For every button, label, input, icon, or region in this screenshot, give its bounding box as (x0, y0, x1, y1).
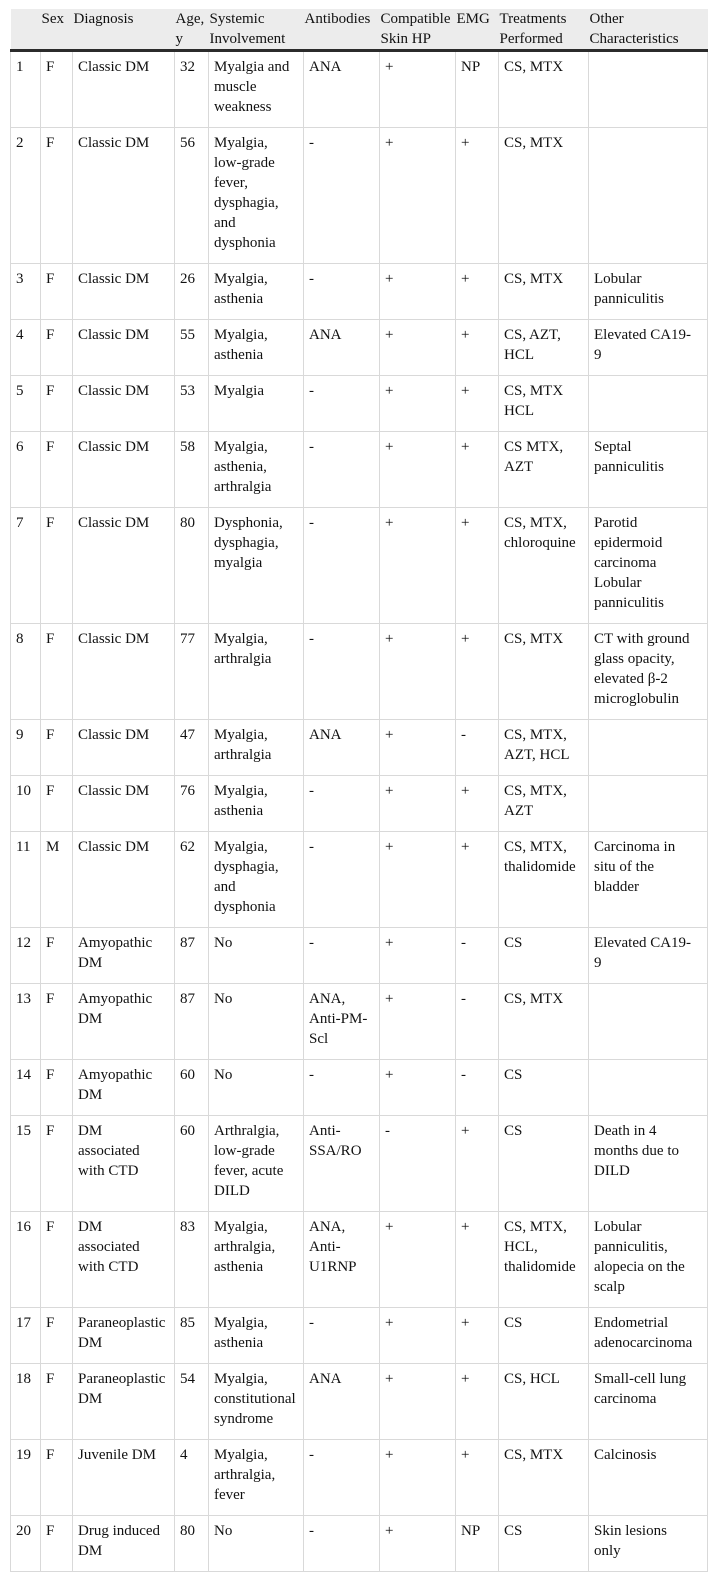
cell-age: 87 (175, 928, 209, 984)
cell-age: 55 (175, 320, 209, 376)
cell-antibodies: - (304, 264, 380, 320)
cell-sex: F (41, 320, 73, 376)
table-row (11, 1212, 708, 1308)
cell-number: 15 (11, 1116, 41, 1212)
cell-emg: NP (456, 1516, 499, 1572)
cell-antibodies: ANA, Anti- U1RNP (304, 1212, 380, 1308)
cell-age: 32 (175, 51, 209, 128)
cell-age: 85 (175, 1308, 209, 1364)
cell-antibodies: - (304, 1308, 380, 1364)
cell-sex: F (41, 128, 73, 264)
cell-treatments: CS (499, 1308, 589, 1364)
cell-systemic-involvement: No (209, 1516, 304, 1572)
cell-diagnosis: Classic DM (73, 720, 175, 776)
cell-emg: + (456, 1308, 499, 1364)
col-header-antibodies: Antibodies (304, 9, 380, 51)
cell-other-characteristics (589, 128, 708, 264)
cell-emg: NP (456, 51, 499, 128)
table-row (11, 264, 708, 320)
cell-antibodies: - (304, 832, 380, 928)
cell-antibodies: - (304, 624, 380, 720)
cell-age: 60 (175, 1060, 209, 1116)
cell-other-characteristics: Parotid epidermoid carcinoma Lobular panniculitis (589, 508, 708, 624)
cell-treatments: CS, MTX (499, 984, 589, 1060)
cell-diagnosis: Classic DM (73, 51, 175, 128)
col-header-age: Age, y (175, 9, 209, 51)
table-row (11, 1364, 708, 1440)
cell-age: 47 (175, 720, 209, 776)
cell-treatments: CS, MTX (499, 51, 589, 128)
cell-number: 7 (11, 508, 41, 624)
cell-treatments: CS (499, 928, 589, 984)
table-row (11, 1440, 708, 1516)
cell-other-characteristics: Lobular panniculitis, alopecia on the scalp (589, 1212, 708, 1308)
cell-sex: M (41, 832, 73, 928)
cell-age: 80 (175, 1516, 209, 1572)
table-row (11, 1060, 708, 1116)
cell-sex: F (41, 624, 73, 720)
patient-table (10, 9, 708, 1572)
col-header-other: Other Characteristics (589, 9, 708, 51)
cell-skin-hp: + (380, 984, 456, 1060)
cell-diagnosis: Classic DM (73, 320, 175, 376)
cell-number: 2 (11, 128, 41, 264)
cell-number: 1 (11, 51, 41, 128)
cell-diagnosis: Paraneoplastic DM (73, 1308, 175, 1364)
cell-emg: + (456, 264, 499, 320)
cell-diagnosis: Amyopathic DM (73, 928, 175, 984)
cell-diagnosis: Amyopathic DM (73, 984, 175, 1060)
cell-emg: + (456, 128, 499, 264)
table-row (11, 720, 708, 776)
cell-other-characteristics: Carcinoma in situ of the bladder (589, 832, 708, 928)
cell-antibodies: ANA, Anti-PM- Scl (304, 984, 380, 1060)
cell-other-characteristics: Calcinosis (589, 1440, 708, 1516)
cell-age: 87 (175, 984, 209, 1060)
cell-systemic-involvement: Myalgia, constitutional syndrome (209, 1364, 304, 1440)
table-row (11, 928, 708, 984)
cell-other-characteristics: Septal panniculitis (589, 432, 708, 508)
cell-emg: - (456, 928, 499, 984)
cell-antibodies: - (304, 432, 380, 508)
cell-number: 5 (11, 376, 41, 432)
cell-emg: + (456, 624, 499, 720)
cell-number: 17 (11, 1308, 41, 1364)
table-row (11, 508, 708, 624)
cell-sex: F (41, 264, 73, 320)
table-row (11, 320, 708, 376)
cell-skin-hp: + (380, 928, 456, 984)
cell-skin-hp: + (380, 1212, 456, 1308)
cell-skin-hp: + (380, 720, 456, 776)
cell-antibodies: - (304, 1440, 380, 1516)
cell-age: 60 (175, 1116, 209, 1212)
cell-other-characteristics: Skin lesions only (589, 1516, 708, 1572)
cell-diagnosis: Classic DM (73, 832, 175, 928)
cell-emg: + (456, 832, 499, 928)
cell-sex: F (41, 1516, 73, 1572)
cell-number: 14 (11, 1060, 41, 1116)
cell-antibodies: ANA (304, 51, 380, 128)
cell-number: 16 (11, 1212, 41, 1308)
cell-antibodies: - (304, 1516, 380, 1572)
cell-sex: F (41, 376, 73, 432)
cell-diagnosis: Classic DM (73, 264, 175, 320)
cell-skin-hp: + (380, 508, 456, 624)
cell-skin-hp: + (380, 264, 456, 320)
cell-treatments: CS (499, 1060, 589, 1116)
cell-antibodies: ANA (304, 320, 380, 376)
table-row (11, 1308, 708, 1364)
cell-systemic-involvement: Arthralgia, low-grade fever, acute DILD (209, 1116, 304, 1212)
cell-antibodies: - (304, 928, 380, 984)
cell-treatments: CS (499, 1116, 589, 1212)
cell-other-characteristics (589, 1060, 708, 1116)
cell-emg: - (456, 1060, 499, 1116)
cell-skin-hp: + (380, 776, 456, 832)
cell-diagnosis: Classic DM (73, 624, 175, 720)
cell-other-characteristics: Endometrial adenocarcinoma (589, 1308, 708, 1364)
cell-other-characteristics: Lobular panniculitis (589, 264, 708, 320)
cell-diagnosis: Classic DM (73, 432, 175, 508)
cell-systemic-involvement: Myalgia, low-grade fever, dysphagia, and dysphonia (209, 128, 304, 264)
cell-diagnosis: Classic DM (73, 376, 175, 432)
cell-antibodies: - (304, 376, 380, 432)
cell-skin-hp: + (380, 376, 456, 432)
cell-skin-hp: - (380, 1116, 456, 1212)
cell-skin-hp: + (380, 1308, 456, 1364)
cell-skin-hp: + (380, 320, 456, 376)
cell-emg: + (456, 1116, 499, 1212)
cell-sex: F (41, 1308, 73, 1364)
cell-treatments: CS, AZT, HCL (499, 320, 589, 376)
cell-systemic-involvement: Myalgia, arthralgia, fever (209, 1440, 304, 1516)
cell-systemic-involvement: Myalgia, asthenia (209, 776, 304, 832)
table-row (11, 432, 708, 508)
cell-treatments: CS, HCL (499, 1364, 589, 1440)
cell-other-characteristics (589, 984, 708, 1060)
cell-emg: + (456, 376, 499, 432)
cell-emg: - (456, 984, 499, 1060)
cell-number: 12 (11, 928, 41, 984)
cell-systemic-involvement: Myalgia, asthenia (209, 264, 304, 320)
cell-number: 13 (11, 984, 41, 1060)
cell-treatments: CS, MTX, AZT (499, 776, 589, 832)
cell-skin-hp: + (380, 624, 456, 720)
cell-systemic-involvement: No (209, 928, 304, 984)
cell-number: 19 (11, 1440, 41, 1516)
cell-emg: + (456, 1212, 499, 1308)
cell-sex: F (41, 1060, 73, 1116)
col-header-systemic: Systemic Involvement (209, 9, 304, 51)
cell-sex: F (41, 776, 73, 832)
table-row (11, 832, 708, 928)
cell-emg: + (456, 776, 499, 832)
cell-emg: + (456, 432, 499, 508)
cell-systemic-involvement: No (209, 984, 304, 1060)
cell-treatments: CS, MTX (499, 128, 589, 264)
cell-age: 77 (175, 624, 209, 720)
cell-age: 83 (175, 1212, 209, 1308)
cell-diagnosis: Classic DM (73, 776, 175, 832)
cell-treatments: CS, MTX (499, 264, 589, 320)
cell-antibodies: ANA (304, 1364, 380, 1440)
cell-age: 4 (175, 1440, 209, 1516)
cell-age: 26 (175, 264, 209, 320)
table-row (11, 624, 708, 720)
cell-emg: + (456, 1364, 499, 1440)
cell-skin-hp: + (380, 1060, 456, 1116)
cell-number: 11 (11, 832, 41, 928)
cell-treatments: CS, MTX, thalidomide (499, 832, 589, 928)
cell-age: 56 (175, 128, 209, 264)
cell-treatments: CS, MTX (499, 1440, 589, 1516)
cell-skin-hp: + (380, 1516, 456, 1572)
table-row (11, 1516, 708, 1572)
cell-sex: F (41, 1440, 73, 1516)
cell-age: 53 (175, 376, 209, 432)
cell-skin-hp: + (380, 832, 456, 928)
cell-antibodies: - (304, 1060, 380, 1116)
cell-diagnosis: Juvenile DM (73, 1440, 175, 1516)
table-body (11, 51, 708, 1572)
cell-diagnosis: Classic DM (73, 128, 175, 264)
cell-diagnosis: Drug induced DM (73, 1516, 175, 1572)
cell-number: 10 (11, 776, 41, 832)
cell-number: 8 (11, 624, 41, 720)
cell-diagnosis: Paraneoplastic DM (73, 1364, 175, 1440)
cell-number: 4 (11, 320, 41, 376)
cell-sex: F (41, 1116, 73, 1212)
table-row (11, 128, 708, 264)
cell-skin-hp: + (380, 1440, 456, 1516)
cell-emg: - (456, 720, 499, 776)
table-container (10, 9, 707, 1572)
cell-other-characteristics: Elevated CA19- 9 (589, 320, 708, 376)
cell-treatments: CS, MTX HCL (499, 376, 589, 432)
cell-other-characteristics (589, 51, 708, 128)
col-header-skin-hp: Compatible Skin HP (380, 9, 456, 51)
cell-other-characteristics: Small-cell lung carcinoma (589, 1364, 708, 1440)
cell-diagnosis: DM associated with CTD (73, 1116, 175, 1212)
cell-other-characteristics: CT with ground glass opacity, elevated β-2 microglobulin (589, 624, 708, 720)
cell-other-characteristics: Death in 4 months due to DILD (589, 1116, 708, 1212)
cell-systemic-involvement: Myalgia, arthralgia, asthenia (209, 1212, 304, 1308)
cell-sex: F (41, 720, 73, 776)
table-row (11, 51, 708, 128)
cell-age: 58 (175, 432, 209, 508)
cell-sex: F (41, 984, 73, 1060)
cell-sex: F (41, 508, 73, 624)
cell-systemic-involvement: No (209, 1060, 304, 1116)
table-row (11, 776, 708, 832)
cell-emg: + (456, 1440, 499, 1516)
cell-treatments: CS, MTX, AZT, HCL (499, 720, 589, 776)
cell-number: 18 (11, 1364, 41, 1440)
cell-antibodies: ANA (304, 720, 380, 776)
cell-systemic-involvement: Myalgia and muscle weakness (209, 51, 304, 128)
col-header-emg: EMG (456, 9, 499, 51)
cell-number: 6 (11, 432, 41, 508)
cell-systemic-involvement: Myalgia, arthralgia (209, 624, 304, 720)
cell-other-characteristics: Elevated CA19- 9 (589, 928, 708, 984)
col-header-diagnosis: Diagnosis (73, 9, 175, 51)
cell-systemic-involvement: Dysphonia, dysphagia, myalgia (209, 508, 304, 624)
cell-systemic-involvement: Myalgia (209, 376, 304, 432)
cell-systemic-involvement: Myalgia, arthralgia (209, 720, 304, 776)
cell-systemic-involvement: Myalgia, asthenia (209, 320, 304, 376)
cell-skin-hp: + (380, 432, 456, 508)
cell-systemic-involvement: Myalgia, asthenia (209, 1308, 304, 1364)
cell-diagnosis: Classic DM (73, 508, 175, 624)
cell-diagnosis: DM associated with CTD (73, 1212, 175, 1308)
cell-antibodies: - (304, 128, 380, 264)
col-header-sex: Sex (41, 9, 73, 51)
cell-treatments: CS, MTX (499, 624, 589, 720)
cell-treatments: CS, MTX, chloroquine (499, 508, 589, 624)
cell-systemic-involvement: Myalgia, dysphagia, and dysphonia (209, 832, 304, 928)
cell-sex: F (41, 1364, 73, 1440)
table-row (11, 376, 708, 432)
cell-age: 54 (175, 1364, 209, 1440)
cell-sex: F (41, 928, 73, 984)
cell-emg: + (456, 320, 499, 376)
cell-antibodies: Anti- SSA/RO (304, 1116, 380, 1212)
cell-treatments: CS, MTX, HCL, thalidomide (499, 1212, 589, 1308)
cell-diagnosis: Amyopathic DM (73, 1060, 175, 1116)
cell-number: 3 (11, 264, 41, 320)
cell-other-characteristics (589, 776, 708, 832)
cell-age: 80 (175, 508, 209, 624)
cell-treatments: CS MTX, AZT (499, 432, 589, 508)
cell-age: 62 (175, 832, 209, 928)
cell-number: 20 (11, 1516, 41, 1572)
cell-sex: F (41, 51, 73, 128)
cell-treatments: CS (499, 1516, 589, 1572)
table-row (11, 1116, 708, 1212)
cell-antibodies: - (304, 508, 380, 624)
cell-sex: F (41, 1212, 73, 1308)
header-row (11, 9, 708, 51)
cell-skin-hp: + (380, 51, 456, 128)
cell-other-characteristics (589, 720, 708, 776)
cell-sex: F (41, 432, 73, 508)
table-row (11, 984, 708, 1060)
cell-skin-hp: + (380, 1364, 456, 1440)
cell-number: 9 (11, 720, 41, 776)
col-header-number (11, 9, 41, 51)
cell-emg: + (456, 508, 499, 624)
col-header-treatments: Treatments Performed (499, 9, 589, 51)
cell-other-characteristics (589, 376, 708, 432)
cell-age: 76 (175, 776, 209, 832)
cell-skin-hp: + (380, 128, 456, 264)
cell-systemic-involvement: Myalgia, asthenia, arthralgia (209, 432, 304, 508)
cell-antibodies: - (304, 776, 380, 832)
